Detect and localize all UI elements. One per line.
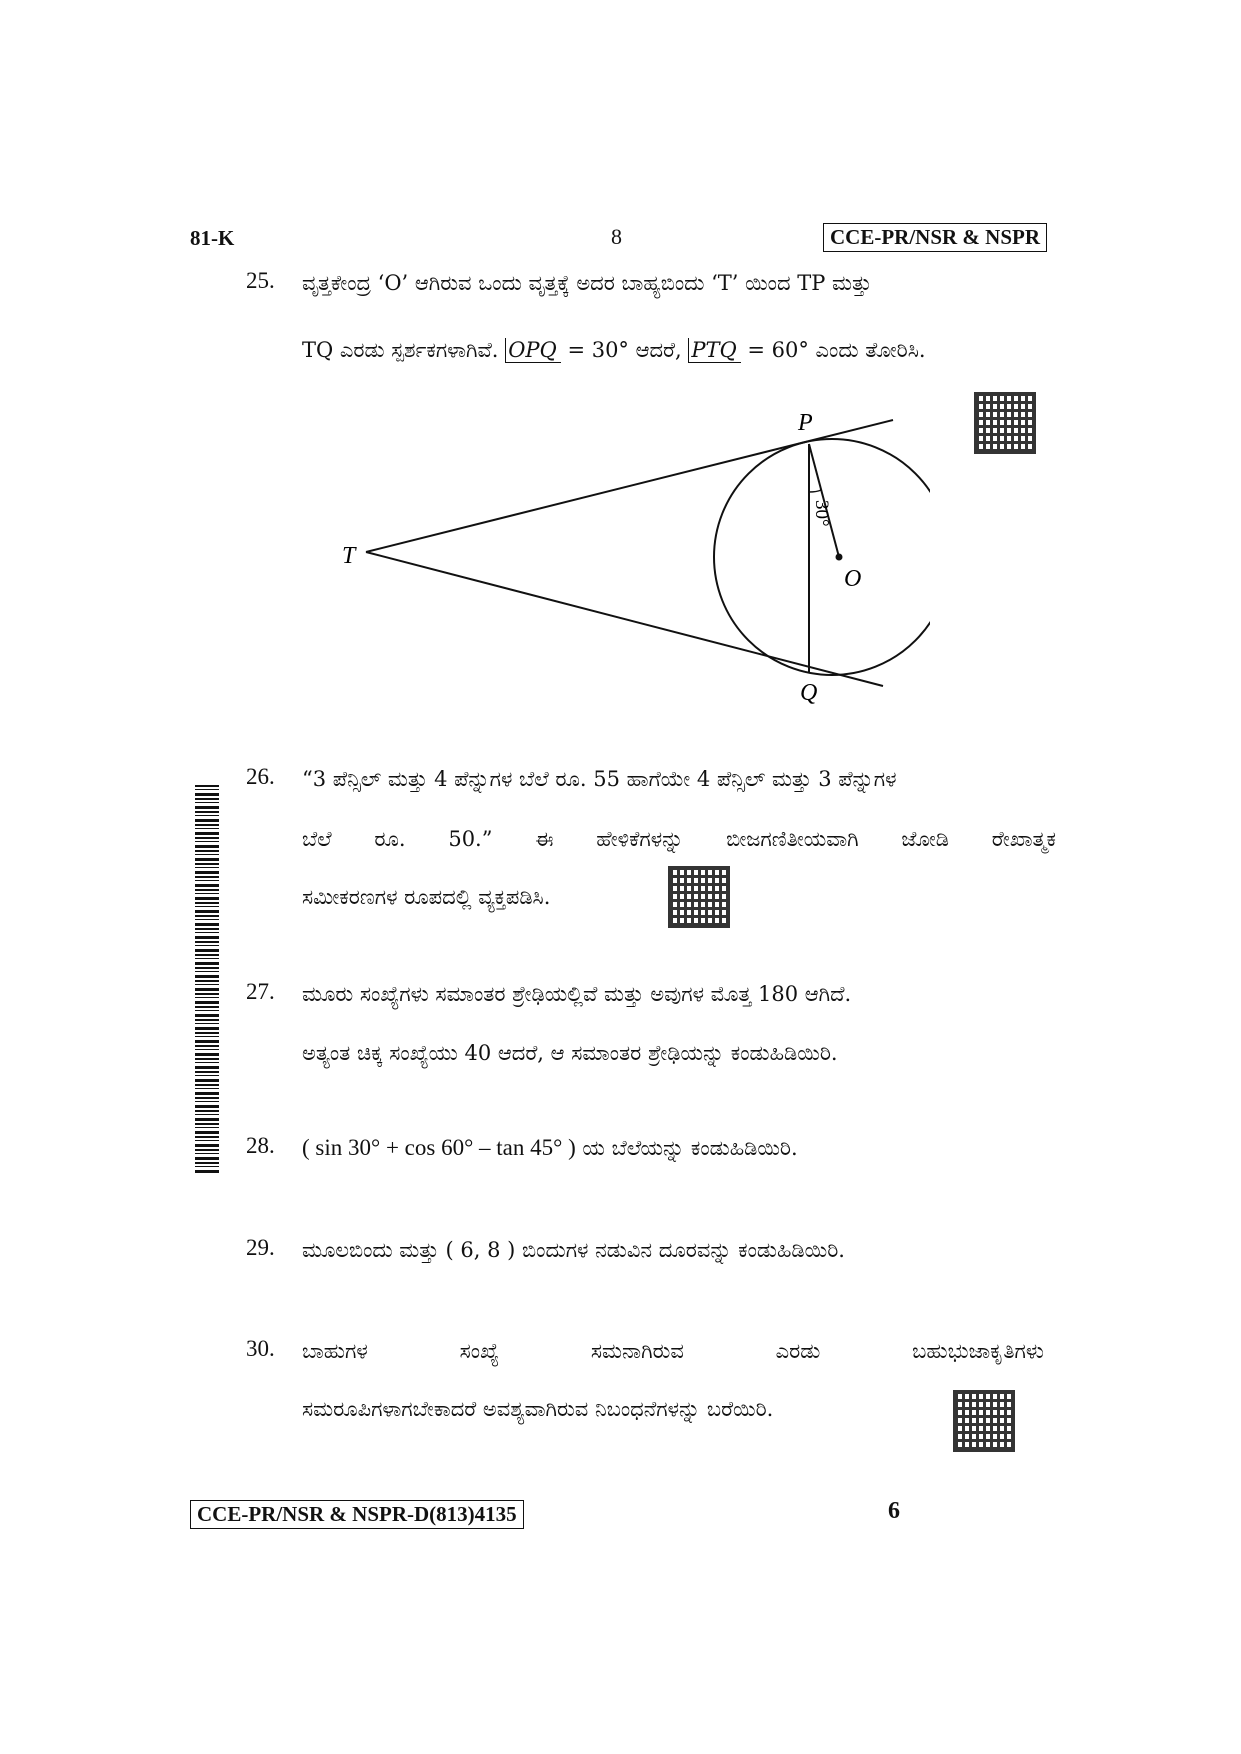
word: ಸಮನಾಗಿರುವ	[590, 1339, 684, 1363]
word: ಬೀಜಗಣಿತೀಯವಾಗಿ	[726, 827, 859, 851]
word: ಹೇಳಿಕೆಗಳನ್ನು	[596, 827, 684, 851]
qr-code	[953, 1390, 1015, 1452]
q25-text-c: = 60° ಎಂದು ತೋರಿಸಿ.	[747, 338, 926, 362]
question-number: 28.	[246, 1133, 275, 1158]
angle-ptq: PTQ	[688, 338, 740, 363]
q28-text: ಯ ಬೆಲೆಯನ್ನು ಕಂಡುಹಿಡಿಯಿರಿ.	[582, 1136, 798, 1160]
label-30-degrees: 30°	[811, 500, 832, 527]
angle-opq: OPQ	[505, 338, 561, 363]
question-text: ಮೂಲಬಿಂದು ಮತ್ತು ( 6, 8 ) ಬಿಂದುಗಳ ನಡುವಿನ ದೂರವನ್ನು ಕಂಡುಹಿಡಿಯಿರಿ.	[302, 1238, 845, 1262]
footer-code-box: CCE-PR/NSR & NSPR-D(813)4135	[190, 1500, 524, 1529]
page-number: 8	[611, 224, 622, 249]
question-number: 29.	[246, 1235, 275, 1260]
word: ಬಹುಭುಜಾಕೃತಿಗಳು	[912, 1339, 1044, 1363]
exam-code-box: CCE-PR/NSR & NSPR	[823, 223, 1047, 252]
word: ಎರಡು	[775, 1339, 821, 1363]
circle	[714, 439, 930, 675]
label-t: T	[342, 543, 356, 569]
q25-text-a: TQ ಎರಡು ಸ್ಪರ್ಶಕಗಳಾಗಿವೆ.	[302, 338, 499, 362]
qr-code	[668, 866, 730, 928]
question-text-line3: ಸಮೀಕರಣಗಳ ರೂಪದಲ್ಲಿ ವ್ಯಕ್ತಪಡಿಸಿ.	[302, 885, 551, 909]
question-text-line2: ಸಮರೂಪಿಗಳಾಗಬೇಕಾದರೆ ಅವಶ್ಯವಾಗಿರುವ ನಿಬಂಧನೆಗಳನ್ನು ಬರೆಯಿರಿ.	[302, 1397, 774, 1421]
question-number: 30.	[246, 1336, 275, 1361]
question-text	[302, 1336, 1044, 1366]
angle-arc	[809, 490, 821, 492]
question-text: “3 ಪೆನ್ಸಿಲ್ ಮತ್ತು 4 ಪೆನ್ನುಗಳ ಬೆಲೆ ರೂ. 55 ಹಾಗೆಯೇ 4 ಪೆನ್ಸಿಲ್ ಮತ್ತು 3 ಪೆನ್ನುಗಳ	[302, 767, 897, 791]
word: ಬೆಲೆ	[302, 827, 332, 851]
label-o: O	[844, 566, 862, 592]
tangent-tp	[366, 420, 893, 552]
question-text-line2	[302, 335, 926, 365]
question-text: ವೃತ್ತಕೇಂದ್ರ ‘O’ ಆಗಿರುವ ಒಂದು ವೃತ್ತಕ್ಕೆ ಅದರ ಬಾಹ್ಯಬಿಂದು ‘T’ ಯಿಂದ TP ಮತ್ತು	[302, 271, 872, 295]
word: ರೂ.	[374, 827, 406, 851]
word: ಜೋಡಿ	[901, 827, 950, 851]
label-q: Q	[800, 680, 818, 706]
footer-page-number: 6	[888, 1498, 900, 1524]
question-text-line2	[302, 824, 1056, 854]
question-number: 26.	[246, 764, 275, 789]
word: ಸಂಖ್ಯೆ	[459, 1339, 500, 1363]
word: 50.”	[448, 827, 493, 851]
tangent-tq	[366, 552, 883, 686]
word: ರೇಖಾತ್ಮಕ	[991, 827, 1056, 851]
center-point	[836, 554, 843, 561]
qr-code	[974, 392, 1036, 454]
question-number: 25.	[246, 268, 275, 293]
barcode	[195, 785, 219, 1175]
word: ಬಾಹುಗಳ	[302, 1339, 368, 1363]
question-text	[302, 1133, 798, 1163]
word: ಈ	[535, 827, 554, 851]
question-text-line2: ಅತ್ಯಂತ ಚಿಕ್ಕ ಸಂಖ್ಯೆಯು 40 ಆದರೆ, ಆ ಸಮಾಂತರ ಶ್ರೇಢಿಯನ್ನು ಕಂಡುಹಿಡಿಯಿರಿ.	[302, 1041, 838, 1065]
tangent-figure	[330, 400, 930, 710]
q25-text-b: = 30° ಆದರೆ,	[567, 338, 682, 362]
label-p: P	[798, 410, 813, 436]
question-number: 27.	[246, 979, 275, 1004]
question-text: ಮೂರು ಸಂಖ್ಯೆಗಳು ಸಮಾಂತರ ಶ್ರೇಢಿಯಲ್ಲಿವೆ ಮತ್ತು ಅವುಗಳ ಮೊತ್ತ 180 ಆಗಿದೆ.	[302, 982, 852, 1006]
trig-expression: ( sin 30° + cos 60° – tan 45° )	[302, 1135, 576, 1160]
paper-code: 81-K	[190, 226, 235, 250]
